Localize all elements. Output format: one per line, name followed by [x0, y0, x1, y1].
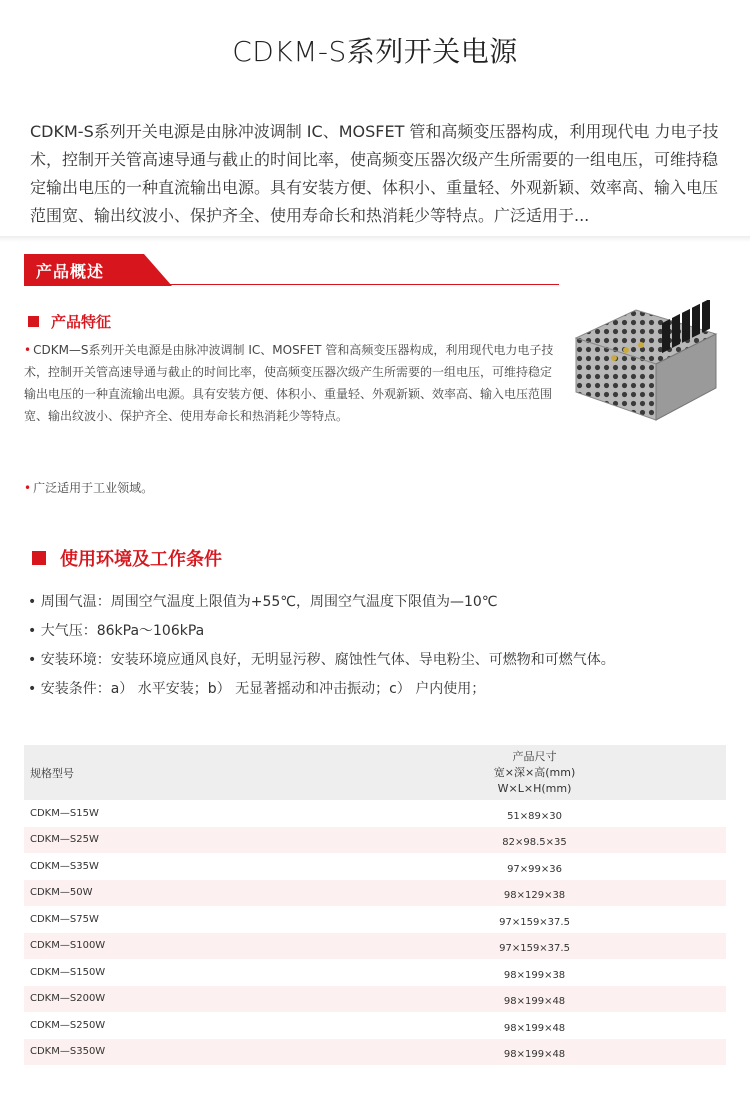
features-paragraph-2: [24, 477, 559, 499]
column-header-size: [233, 745, 726, 800]
size-cell: 97×159×37.5: [233, 906, 726, 933]
overview-banner-label: 产品概述: [36, 262, 105, 281]
model-cell: CDKM—50W: [24, 880, 233, 907]
table-row: [24, 800, 726, 827]
spec-table: [24, 745, 726, 1065]
table-row: [24, 906, 726, 933]
model-cell: CDKM—S350W: [24, 1039, 233, 1066]
table-row: [24, 1039, 726, 1066]
features-paragraph-2-text: 广泛适用于工业领域。: [33, 481, 154, 495]
bullet-icon: •: [24, 343, 32, 357]
model-cell: CDKM—S250W: [24, 1012, 233, 1039]
size-cell: 98×199×48: [233, 1012, 726, 1039]
overview-banner: [24, 254, 559, 286]
table-row: [24, 827, 726, 854]
size-header-line: W×L×H(mm): [497, 781, 572, 795]
table-header-row: [24, 745, 726, 800]
model-cell: CDKM—S15W: [24, 800, 233, 827]
model-cell: CDKM—S150W: [24, 959, 233, 986]
table-row: [24, 880, 726, 907]
banner-underline: [24, 284, 559, 285]
features-paragraph-text: CDKM—S系列开关电源是由脉冲波调制 IC、MOSFET 管和高频变压器构成，利用现代电力电子技术，控制开关管高速导通与截止的时间比率，使高频变压器次级产生所需要的一组电压，可维持稳定输出电压的一种直流输出电源。具有安装方便、体积小、重量轻、外观新颖、效率高、输入电压范围宽、输出纹波小、保护齐全、使用寿命长和热消耗少等特点。: [24, 343, 554, 423]
table-row: [24, 959, 726, 986]
list-item: • 大气压：86kPa～106kPa: [28, 623, 205, 639]
column-header-model: 规格型号: [24, 745, 233, 800]
features-heading-text: 产品特征: [51, 313, 112, 331]
list-item: • 安装条件：a） 水平安装；b） 无显著摇动和冲击振动；c） 户内使用；: [28, 681, 486, 697]
size-cell: 98×129×38: [233, 880, 726, 907]
list-item: • 周围气温：周围空气温度上限值为+55℃，周围空气温度下限值为—10℃: [28, 594, 498, 610]
size-header-line: 宽×深×高(mm): [493, 765, 576, 779]
model-cell: CDKM—S25W: [24, 827, 233, 854]
list-item: • 安装环境：安装环境应通风良好，无明显污秽、腐蚀性气体、导电粉尘、可燃物和可燃气体。: [28, 652, 615, 668]
environment-list: [28, 588, 738, 704]
size-cell: 82×98.5×35: [233, 827, 726, 854]
table-row: [24, 853, 726, 880]
environment-heading-text: 使用环境及工作条件: [60, 549, 222, 570]
table-row: [24, 933, 726, 960]
square-bullet-icon: [32, 551, 46, 565]
environment-heading: [32, 545, 222, 571]
size-cell: 51×89×30: [233, 800, 726, 827]
size-cell: 98×199×38: [233, 959, 726, 986]
power-supply-image: [566, 300, 726, 430]
square-bullet-icon: [28, 316, 39, 327]
intro-divider: [0, 236, 750, 242]
features-paragraph: [24, 339, 559, 427]
table-row: [24, 1012, 726, 1039]
features-heading: [28, 311, 111, 332]
size-cell: 97×99×36: [233, 853, 726, 880]
page-title: CDKM-S系列开关电源: [232, 35, 518, 68]
intro-paragraph: CDKM-S系列开关电源是由脉冲波调制 IC、MOSFET 管和高频变压器构成，利用现代电 力电子技术，控制开关管高速导通与截止的时间比率，使高频变压器次级产生所需要的一组电压，可维持稳定输出电压的一种直流输出电源。具有安装方便、体积小、重量轻、外观新颖、效率高、输入电压范围宽、输出纹波小、保护齐全、使用寿命长和热消耗少等特点。广泛适用于...: [30, 122, 719, 225]
size-header-line: 产品尺寸: [512, 749, 557, 763]
size-cell: 98×199×48: [233, 1039, 726, 1066]
bullet-icon: •: [24, 481, 32, 495]
model-cell: CDKM—S75W: [24, 906, 233, 933]
model-cell: CDKM—S35W: [24, 853, 233, 880]
size-cell: 98×199×48: [233, 986, 726, 1013]
model-cell: CDKM—S200W: [24, 986, 233, 1013]
model-cell: CDKM—S100W: [24, 933, 233, 960]
size-cell: 97×159×37.5: [233, 933, 726, 960]
table-row: [24, 986, 726, 1013]
